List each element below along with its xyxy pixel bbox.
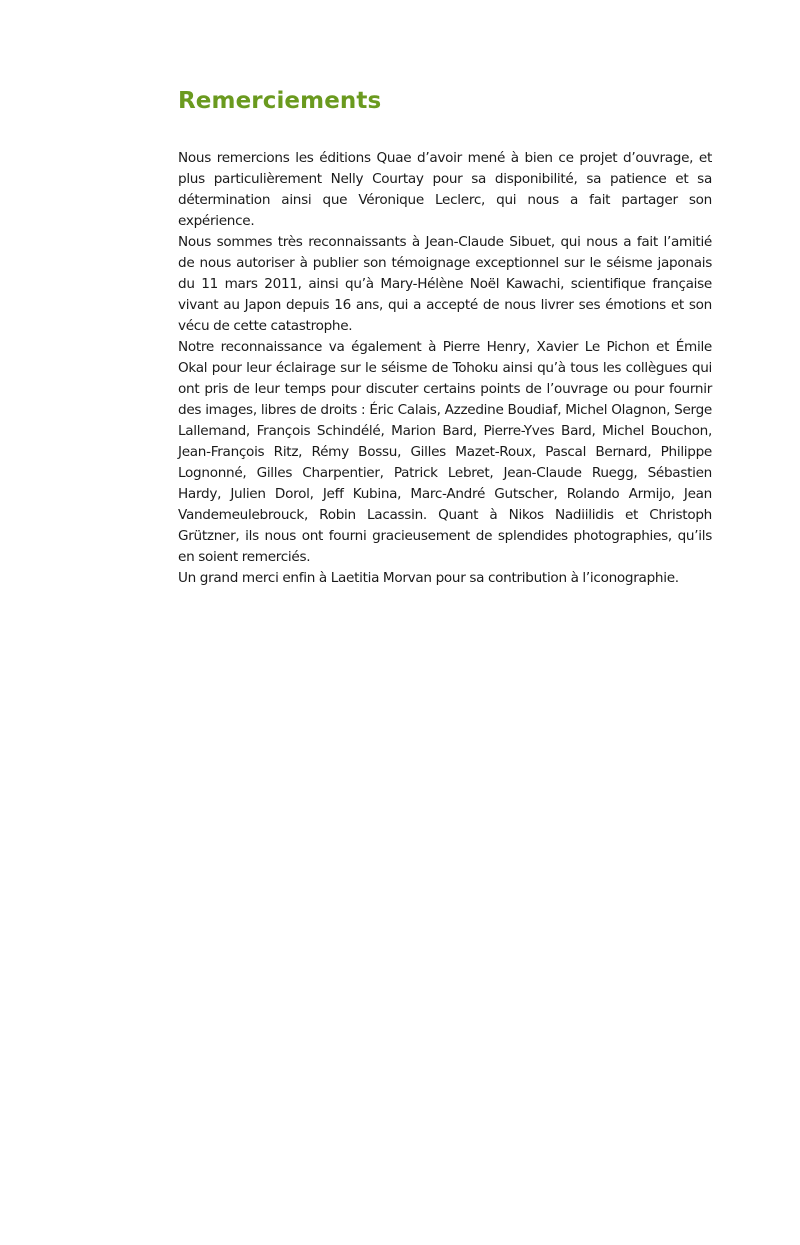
paragraph-testimony-thanks: Nous sommes très reconnaissants à Jean-Claude Sibuet, qui nous a fait l’amitié de nous autoriser à publier son témoignage exceptionnel sur le séisme japonais du 11 mars 2011, ainsi qu’à Mary-Hélène Noël Kawachi, scientifique française vivant au Japon depuis 16 ans, qui a accepté de nous livrer ses émotions et son vécu de cette catastrophe. [178,234,712,334]
paragraph-colleagues-thanks: Notre reconnaissance va également à Pierre Henry, Xavier Le Pichon et Émile Okal pour leur éclairage sur le séisme de Tohoku ainsi qu’à tous les collègues qui ont pris de leur temps pour discuter certains points de l’ouvrage ou pour fournir des images, libres de droits : Éric Calais, Azzedine Boudiaf, Michel Olagnon, Serge Lallemand, François Schindélé, Marion Bard, Pierre-Yves Bard, Michel Bouchon, Jean-François Ritz, Rémy Bossu, Gilles Mazet-Roux, Pascal Bernard, Philippe Lognonné, Gilles Charpentier, Patrick Lebret, Jean-Claude Ruegg, Sébastien Hardy, Julien Dorol, Jeff Kubina, Marc-André Gutscher, Rolando Armijo, Jean Vandemeulebrouck, Robin Lacassin. Quant à Nikos Nadiilidis et Christoph Grützner, ils nous ont fourni gracieusement de splendides photographies, qu’ils en soient remerciés. [178,339,712,565]
paragraph-iconography-thanks: Un grand merci enfin à Laetitia Morvan pour sa contribution à l’iconographie. [178,570,679,586]
acknowledgements-body [178,148,712,589]
acknowledgements-page [178,86,712,589]
paragraph-publisher-thanks: Nous remercions les éditions Quae d’avoir mené à bien ce projet d’ouvrage, et plus particulièrement Nelly Courtay pour sa disponibilité, sa patience et sa détermination ainsi que Véronique Leclerc, qui nous a fait partager son expérience. [178,150,712,229]
page-title: Remerciements [178,88,382,114]
